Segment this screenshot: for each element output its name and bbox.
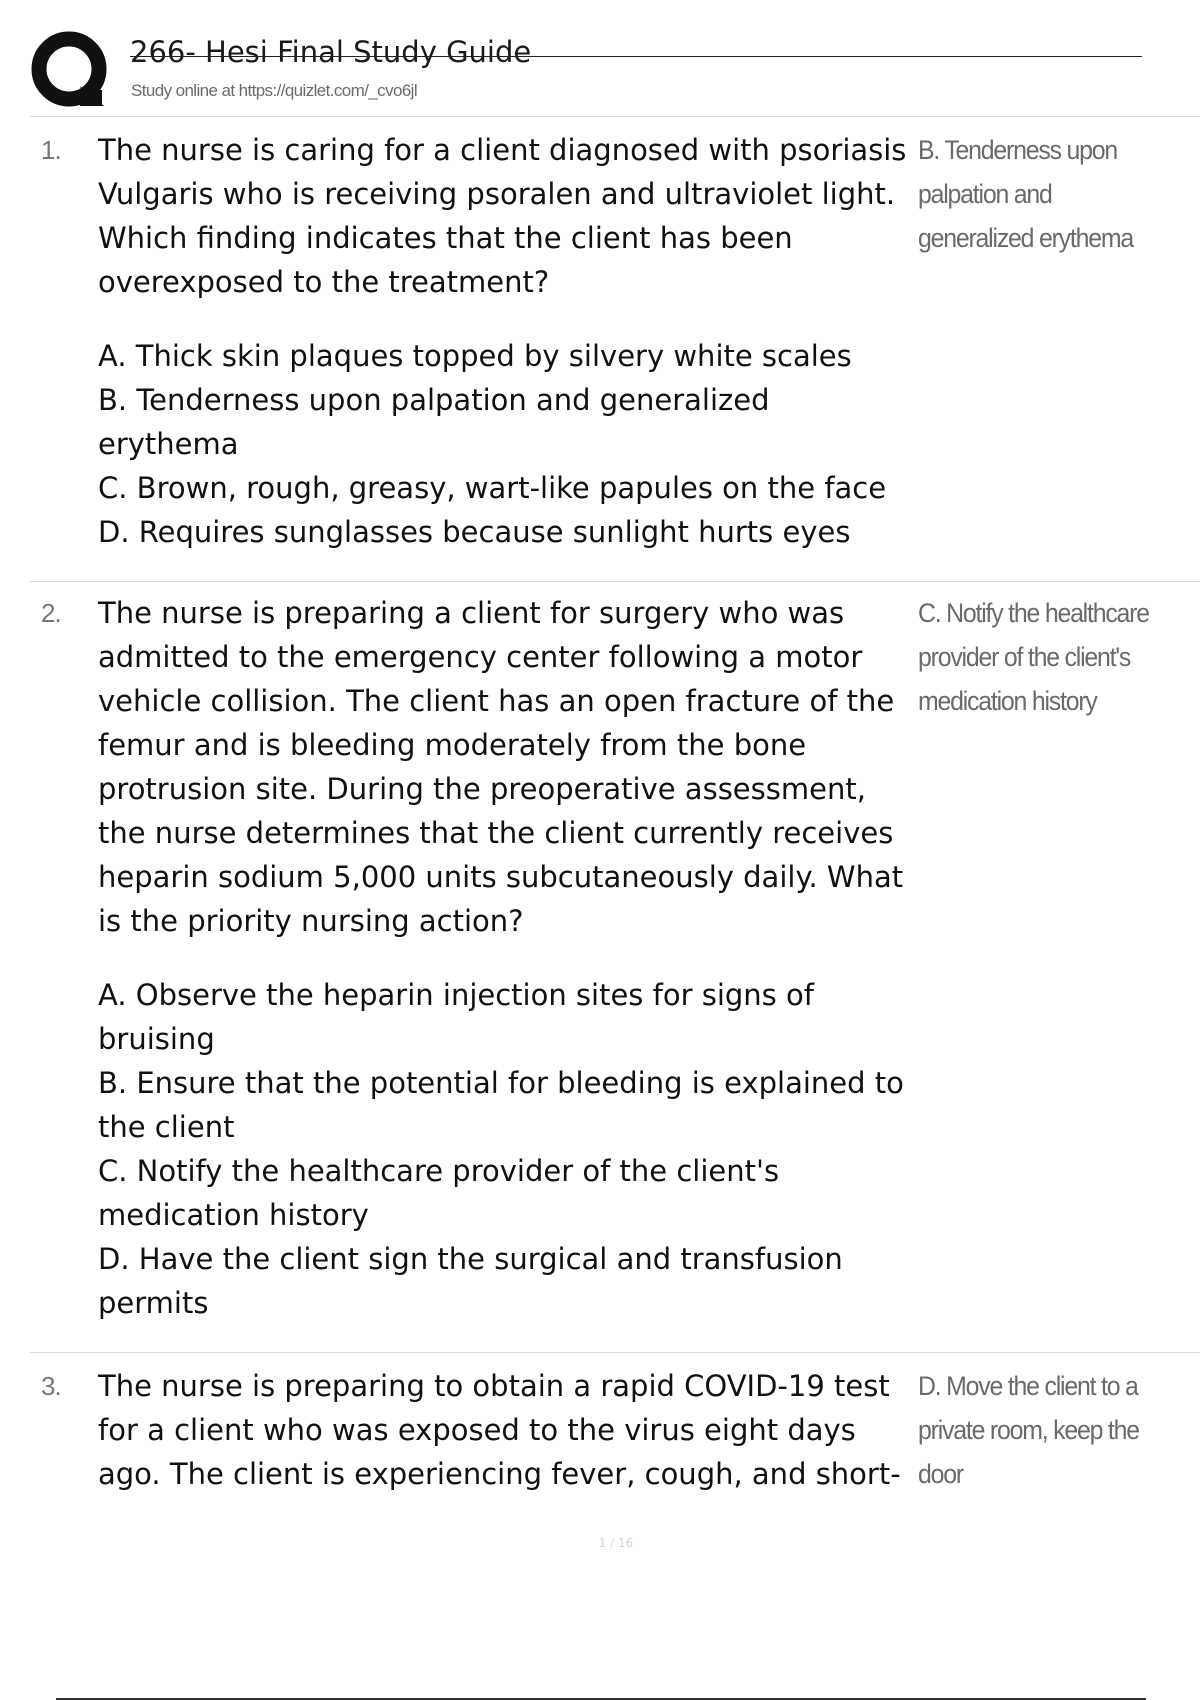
option-d: D. Have the client sign the surgical and transfusion permits [98, 1242, 843, 1320]
quizlet-logo-icon [30, 30, 112, 112]
option-c: C. Brown, rough, greasy, wart-like papules on the face [98, 471, 887, 505]
question-divider [30, 1352, 1200, 1353]
question-body [98, 591, 908, 1325]
question-text: The nurse is preparing to obtain a rapid COVID-19 test for a client who was exposed to the virus eight days ago. The client is experiencing fever, cough, and short- [98, 1369, 901, 1491]
study-online-link[interactable]: Study online at https://quizlet.com/_cvo6jl [131, 81, 418, 100]
title-strike-rule [130, 56, 1142, 57]
page-number: 1 / 16 [598, 1536, 634, 1550]
option-a: A. Thick skin plaques topped by silvery white scales [98, 339, 852, 373]
question-divider [30, 581, 1200, 582]
question-number: 1. [41, 135, 61, 165]
answer-options [98, 973, 908, 1325]
correct-answer: C. Notify the healthcare provider of the client's medication history [918, 598, 1149, 716]
question-number: 3. [41, 1371, 61, 1401]
option-b: B. Tenderness upon palpation and generalized erythema [98, 383, 770, 461]
option-a: A. Observe the heparin injection sites for signs of bruising [98, 978, 814, 1056]
question-text: The nurse is preparing a client for surgery who was admitted to the emergency center following a motor vehicle collision. The client has an open fracture of the femur and is bleeding moderately from the bone protrusion site. During the preoperative assessment, the nurse determines that the client currently receives heparin sodium 5,000 units subcutaneously daily. What is the priority nursing action? [98, 596, 904, 938]
option-d: D. Requires sunglasses because sunlight hurts eyes [98, 515, 851, 549]
question-body [98, 1364, 908, 1496]
answer-options [98, 334, 908, 554]
question-number: 2. [41, 598, 61, 628]
document-header [0, 0, 1200, 120]
document-title: 266- Hesi Final Study Guide [130, 35, 532, 69]
question-text: The nurse is caring for a client diagnosed with psoriasis Vulgaris who is receiving psoralen and ultraviolet light. Which finding indicates that the client has been overexposed to the treatment? [98, 133, 907, 299]
question-body [98, 128, 908, 554]
header-divider [30, 116, 1200, 117]
option-c: C. Notify the healthcare provider of the client's medication history [98, 1154, 780, 1232]
option-b: B. Ensure that the potential for bleeding is explained to the client [98, 1066, 904, 1144]
correct-answer: B. Tenderness upon palpation and generalized erythema [918, 135, 1133, 253]
correct-answer: D. Move the client to a private room, keep the door [918, 1371, 1139, 1489]
